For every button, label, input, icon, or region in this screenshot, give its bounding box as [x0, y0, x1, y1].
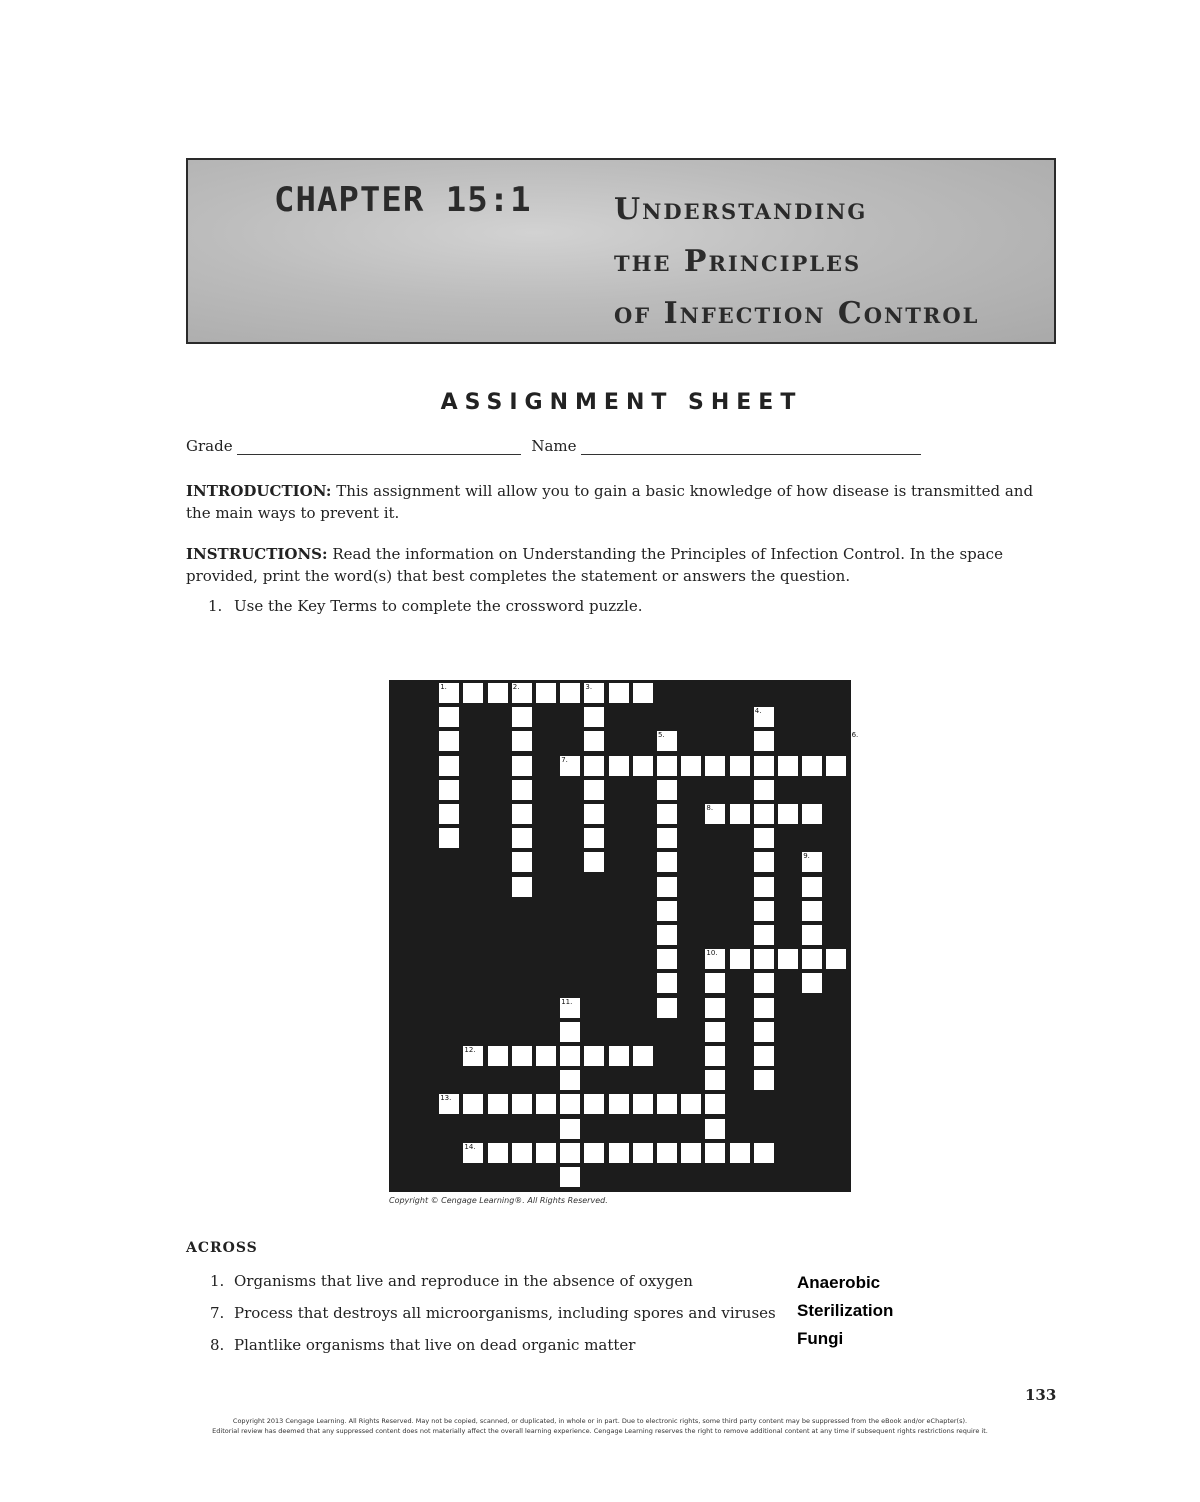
crossword-cell[interactable]: [536, 683, 556, 703]
crossword-cell[interactable]: [439, 828, 459, 848]
crossword-cell[interactable]: [851, 901, 871, 921]
crossword-cell[interactable]: [657, 973, 677, 993]
crossword-cell[interactable]: [705, 949, 725, 969]
crossword-cell[interactable]: [560, 998, 580, 1018]
crossword-cell[interactable]: [584, 1094, 604, 1114]
crossword-cell[interactable]: [705, 804, 725, 824]
crossword-cell[interactable]: [705, 1022, 725, 1042]
crossword-cell[interactable]: [439, 707, 459, 727]
crossword-clue-number: 11.: [561, 997, 573, 1006]
crossword-cell[interactable]: [754, 925, 774, 945]
crossword-cell[interactable]: [754, 780, 774, 800]
crossword-clue-number: 13.: [440, 1094, 452, 1103]
name-field[interactable]: [581, 438, 921, 455]
crossword-cell[interactable]: [705, 1119, 725, 1139]
crossword-cell[interactable]: [754, 901, 774, 921]
answer-across-7[interactable]: Sterilization: [797, 1301, 894, 1320]
crossword-clue-number: 2.: [512, 683, 520, 691]
grade-name-row: [186, 437, 927, 455]
clue-number: 1.: [210, 1272, 225, 1290]
crossword-cell[interactable]: [488, 1094, 508, 1114]
crossword-cell[interactable]: [439, 1094, 459, 1114]
crossword-cell[interactable]: [512, 780, 532, 800]
crossword-cell[interactable]: [560, 1094, 580, 1114]
introduction-text: This assignment will allow you to gain a basic knowledge of how disease is transmitted and the main ways to prevent it.: [186, 482, 1034, 522]
crossword-cell[interactable]: [439, 731, 459, 751]
crossword-cell[interactable]: [851, 756, 871, 776]
crossword-cell[interactable]: [657, 852, 677, 872]
crossword-cell[interactable]: [512, 1046, 532, 1066]
crossword-cell[interactable]: [778, 756, 798, 776]
clue-text: Organisms that live and reproduce in the absence of oxygen: [234, 1272, 693, 1290]
crossword-cell[interactable]: [802, 804, 822, 824]
sheet-title: ASSIGNMENT SHEET: [440, 390, 803, 415]
clue-text: Plantlike organisms that live on dead organic matter: [234, 1336, 636, 1354]
chapter-title-line-2: the Principles: [614, 244, 862, 279]
crossword-cell[interactable]: [657, 828, 677, 848]
crossword-cell[interactable]: [754, 973, 774, 993]
crossword-cell[interactable]: [609, 756, 629, 776]
crossword-cell[interactable]: [560, 1022, 580, 1042]
crossword-cell[interactable]: [851, 731, 871, 751]
crossword-cell[interactable]: [730, 804, 750, 824]
crossword-cell[interactable]: [826, 949, 846, 969]
crossword-cell[interactable]: [439, 804, 459, 824]
clue-across-7: [210, 1304, 776, 1322]
crossword-cell[interactable]: [730, 1143, 750, 1163]
crossword-cell[interactable]: [730, 949, 750, 969]
crossword-cell[interactable]: [851, 852, 871, 872]
crossword-clue-number: 5.: [658, 731, 665, 740]
crossword-cell[interactable]: [609, 1094, 629, 1114]
chapter-title: [614, 184, 979, 340]
crossword-cell[interactable]: [754, 707, 774, 727]
crossword-cell[interactable]: [560, 1119, 580, 1139]
introduction: [186, 480, 1061, 524]
crossword-cell[interactable]: [512, 756, 532, 776]
introduction-label: INTRODUCTION:: [186, 482, 332, 500]
crossword-cell[interactable]: [560, 1070, 580, 1090]
grade-field[interactable]: [237, 438, 521, 455]
crossword-clue-number: 8.: [706, 804, 714, 812]
crossword-cell[interactable]: [536, 1094, 556, 1114]
crossword-cell[interactable]: [657, 1143, 677, 1163]
crossword-clue-number: 9.: [803, 852, 810, 861]
crossword-cell[interactable]: [609, 683, 629, 703]
crossword-cell[interactable]: [536, 1046, 556, 1066]
crossword-cell[interactable]: [584, 1046, 604, 1066]
instructions-label: INSTRUCTIONS:: [186, 545, 328, 563]
crossword-cell[interactable]: [754, 1046, 774, 1066]
footer-line-2: Editorial review has deemed that any suppressed content does not materially affect the overall learning experience. Cengage Learning reserves the right to remove additional content at any time if subsequent rights restrictions require it.: [212, 1427, 988, 1435]
crossword-cell[interactable]: [584, 1143, 604, 1163]
crossword-cell[interactable]: [439, 780, 459, 800]
chapter-number: CHAPTER 15:1: [274, 180, 532, 220]
crossword-clue-number: 12.: [464, 1046, 476, 1054]
crossword-cell[interactable]: [754, 949, 774, 969]
crossword-cell[interactable]: [512, 828, 532, 848]
crossword-cell[interactable]: [851, 877, 871, 897]
crossword-cell[interactable]: [439, 756, 459, 776]
crossword-cell[interactable]: [705, 1143, 725, 1163]
clue-number: 7.: [210, 1304, 225, 1322]
crossword-cell[interactable]: [657, 804, 677, 824]
answer-across-1[interactable]: Anaerobic: [797, 1273, 881, 1292]
footer-line-1: Copyright 2013 Cengage Learning. All Rights Reserved. May not be copied, scanned, or duplicated, in whole or in part. Due to electronic rights, some third party content may be suppressed from the eBook and/or eChapter(s).: [232, 1417, 968, 1425]
crossword-cell[interactable]: [560, 1046, 580, 1066]
chapter-banner: [186, 158, 1056, 344]
crossword-cell[interactable]: [512, 707, 532, 727]
crossword-cell[interactable]: [851, 925, 871, 945]
crossword-cell[interactable]: [633, 683, 653, 703]
clue-number: 8.: [210, 1336, 225, 1354]
crossword-cell[interactable]: [512, 804, 532, 824]
crossword-cell[interactable]: [633, 756, 653, 776]
crossword-cell[interactable]: [778, 949, 798, 969]
crossword-cell[interactable]: [778, 804, 798, 824]
crossword-cell[interactable]: [439, 683, 459, 703]
crossword-cell[interactable]: [584, 780, 604, 800]
clue-text: Process that destroys all microorganisms, including spores and viruses: [234, 1304, 776, 1322]
crossword-cell[interactable]: [560, 756, 580, 776]
crossword-clue-number: 14.: [464, 1142, 476, 1151]
crossword-cell[interactable]: [705, 1070, 725, 1090]
crossword-cell[interactable]: [681, 756, 701, 776]
crossword-cell[interactable]: [705, 756, 725, 776]
crossword-cell[interactable]: [536, 1143, 556, 1163]
crossword-cell[interactable]: [851, 949, 871, 969]
crossword-cell[interactable]: [488, 1046, 508, 1066]
crossword-cell[interactable]: [730, 756, 750, 776]
crossword-cell[interactable]: [754, 828, 774, 848]
crossword-cell[interactable]: [851, 780, 871, 800]
crossword-cell[interactable]: [802, 973, 822, 993]
crossword-cell[interactable]: [633, 1143, 653, 1163]
crossword-cell[interactable]: [633, 1046, 653, 1066]
crossword-cell[interactable]: [754, 852, 774, 872]
crossword-cell[interactable]: [754, 1022, 774, 1042]
crossword-clue-number: 1.: [440, 683, 447, 691]
crossword-cell[interactable]: [754, 804, 774, 824]
crossword-cell[interactable]: [512, 683, 532, 703]
chapter-title-line-1: Understanding: [614, 192, 868, 227]
crossword-cell[interactable]: [754, 877, 774, 897]
item-number: 1.: [208, 597, 223, 615]
across-heading: ACROSS: [186, 1240, 258, 1256]
crossword-cell[interactable]: [488, 683, 508, 703]
crossword-clue-number: 3.: [585, 683, 593, 691]
crossword-cell[interactable]: [802, 949, 822, 969]
crossword-cell[interactable]: [705, 1094, 725, 1114]
crossword-cell[interactable]: [463, 1143, 483, 1163]
crossword-cell[interactable]: [657, 756, 677, 776]
crossword-cell[interactable]: [705, 998, 725, 1018]
crossword-cell[interactable]: [584, 852, 604, 872]
crossword-cell[interactable]: [584, 731, 604, 751]
crossword-cell[interactable]: [657, 780, 677, 800]
crossword-cell[interactable]: [802, 925, 822, 945]
crossword-cell[interactable]: [802, 756, 822, 776]
crossword-cell[interactable]: [681, 1094, 701, 1114]
crossword-cell[interactable]: [463, 683, 483, 703]
item-1: [208, 597, 643, 615]
crossword-cell[interactable]: [802, 852, 822, 872]
crossword-cell[interactable]: [584, 756, 604, 776]
crossword-cell[interactable]: [560, 1143, 580, 1163]
crossword-cell[interactable]: [754, 1070, 774, 1090]
crossword-cell[interactable]: [705, 973, 725, 993]
crossword-cell[interactable]: [754, 731, 774, 751]
crossword-cell[interactable]: [609, 1046, 629, 1066]
crossword-cell[interactable]: [657, 1094, 677, 1114]
crossword-cell[interactable]: [584, 828, 604, 848]
crossword-cell[interactable]: [657, 949, 677, 969]
grade-label: Grade: [186, 437, 233, 455]
instructions: [186, 543, 1061, 587]
crossword-cell[interactable]: [584, 707, 604, 727]
crossword-cell[interactable]: [488, 1143, 508, 1163]
clue-across-8: [210, 1336, 635, 1354]
name-label: Name: [531, 437, 577, 455]
crossword-cell[interactable]: [657, 877, 677, 897]
crossword-cell[interactable]: [512, 877, 532, 897]
crossword-cell[interactable]: [681, 1143, 701, 1163]
crossword-clue-number: 4.: [754, 707, 762, 716]
crossword-clue-number: 7.: [561, 755, 568, 764]
crossword-cell[interactable]: [754, 756, 774, 776]
instructions-text: Read the information on Understanding the Principles of Infection Control. In the space provided, print the word(s) that best completes the statement or answers the question.: [186, 545, 1003, 585]
crossword-clue-number: 10.: [706, 949, 718, 958]
crossword-cell[interactable]: [802, 901, 822, 921]
crossword-cell[interactable]: [705, 1046, 725, 1066]
clue-across-1: [210, 1272, 693, 1290]
crossword-cell[interactable]: [754, 1143, 774, 1163]
crossword-cell[interactable]: [584, 683, 604, 703]
crossword-cell[interactable]: [657, 998, 677, 1018]
crossword-cell[interactable]: [512, 1143, 532, 1163]
crossword-cell[interactable]: [851, 804, 871, 824]
crossword-cell[interactable]: [609, 1143, 629, 1163]
crossword-cell[interactable]: [851, 828, 871, 848]
crossword-clue-number: 6.: [851, 731, 859, 740]
crossword-cell[interactable]: [826, 756, 846, 776]
crossword-cell[interactable]: [657, 901, 677, 921]
crossword-cell[interactable]: [633, 1094, 653, 1114]
puzzle-copyright: Copyright © Cengage Learning®. All Rights Reserved.: [389, 1196, 608, 1205]
crossword-cell[interactable]: [657, 925, 677, 945]
crossword-cell[interactable]: [560, 683, 580, 703]
crossword-cell[interactable]: [657, 731, 677, 751]
crossword-cell[interactable]: [512, 731, 532, 751]
crossword-cell[interactable]: [512, 1094, 532, 1114]
page-number: 133: [1025, 1386, 1057, 1404]
item-text: Use the Key Terms to complete the crossword puzzle.: [234, 597, 643, 615]
crossword-cell[interactable]: [512, 852, 532, 872]
crossword-puzzle: [389, 680, 859, 1192]
answer-across-8[interactable]: Fungi: [797, 1329, 844, 1348]
crossword-cell[interactable]: [560, 1167, 580, 1187]
crossword-cell[interactable]: [754, 998, 774, 1018]
crossword-cell[interactable]: [463, 1094, 483, 1114]
crossword-cell[interactable]: [584, 804, 604, 824]
crossword-cell[interactable]: [802, 877, 822, 897]
crossword-cell[interactable]: [463, 1046, 483, 1066]
chapter-title-line-3: of Infection Control: [614, 296, 980, 331]
